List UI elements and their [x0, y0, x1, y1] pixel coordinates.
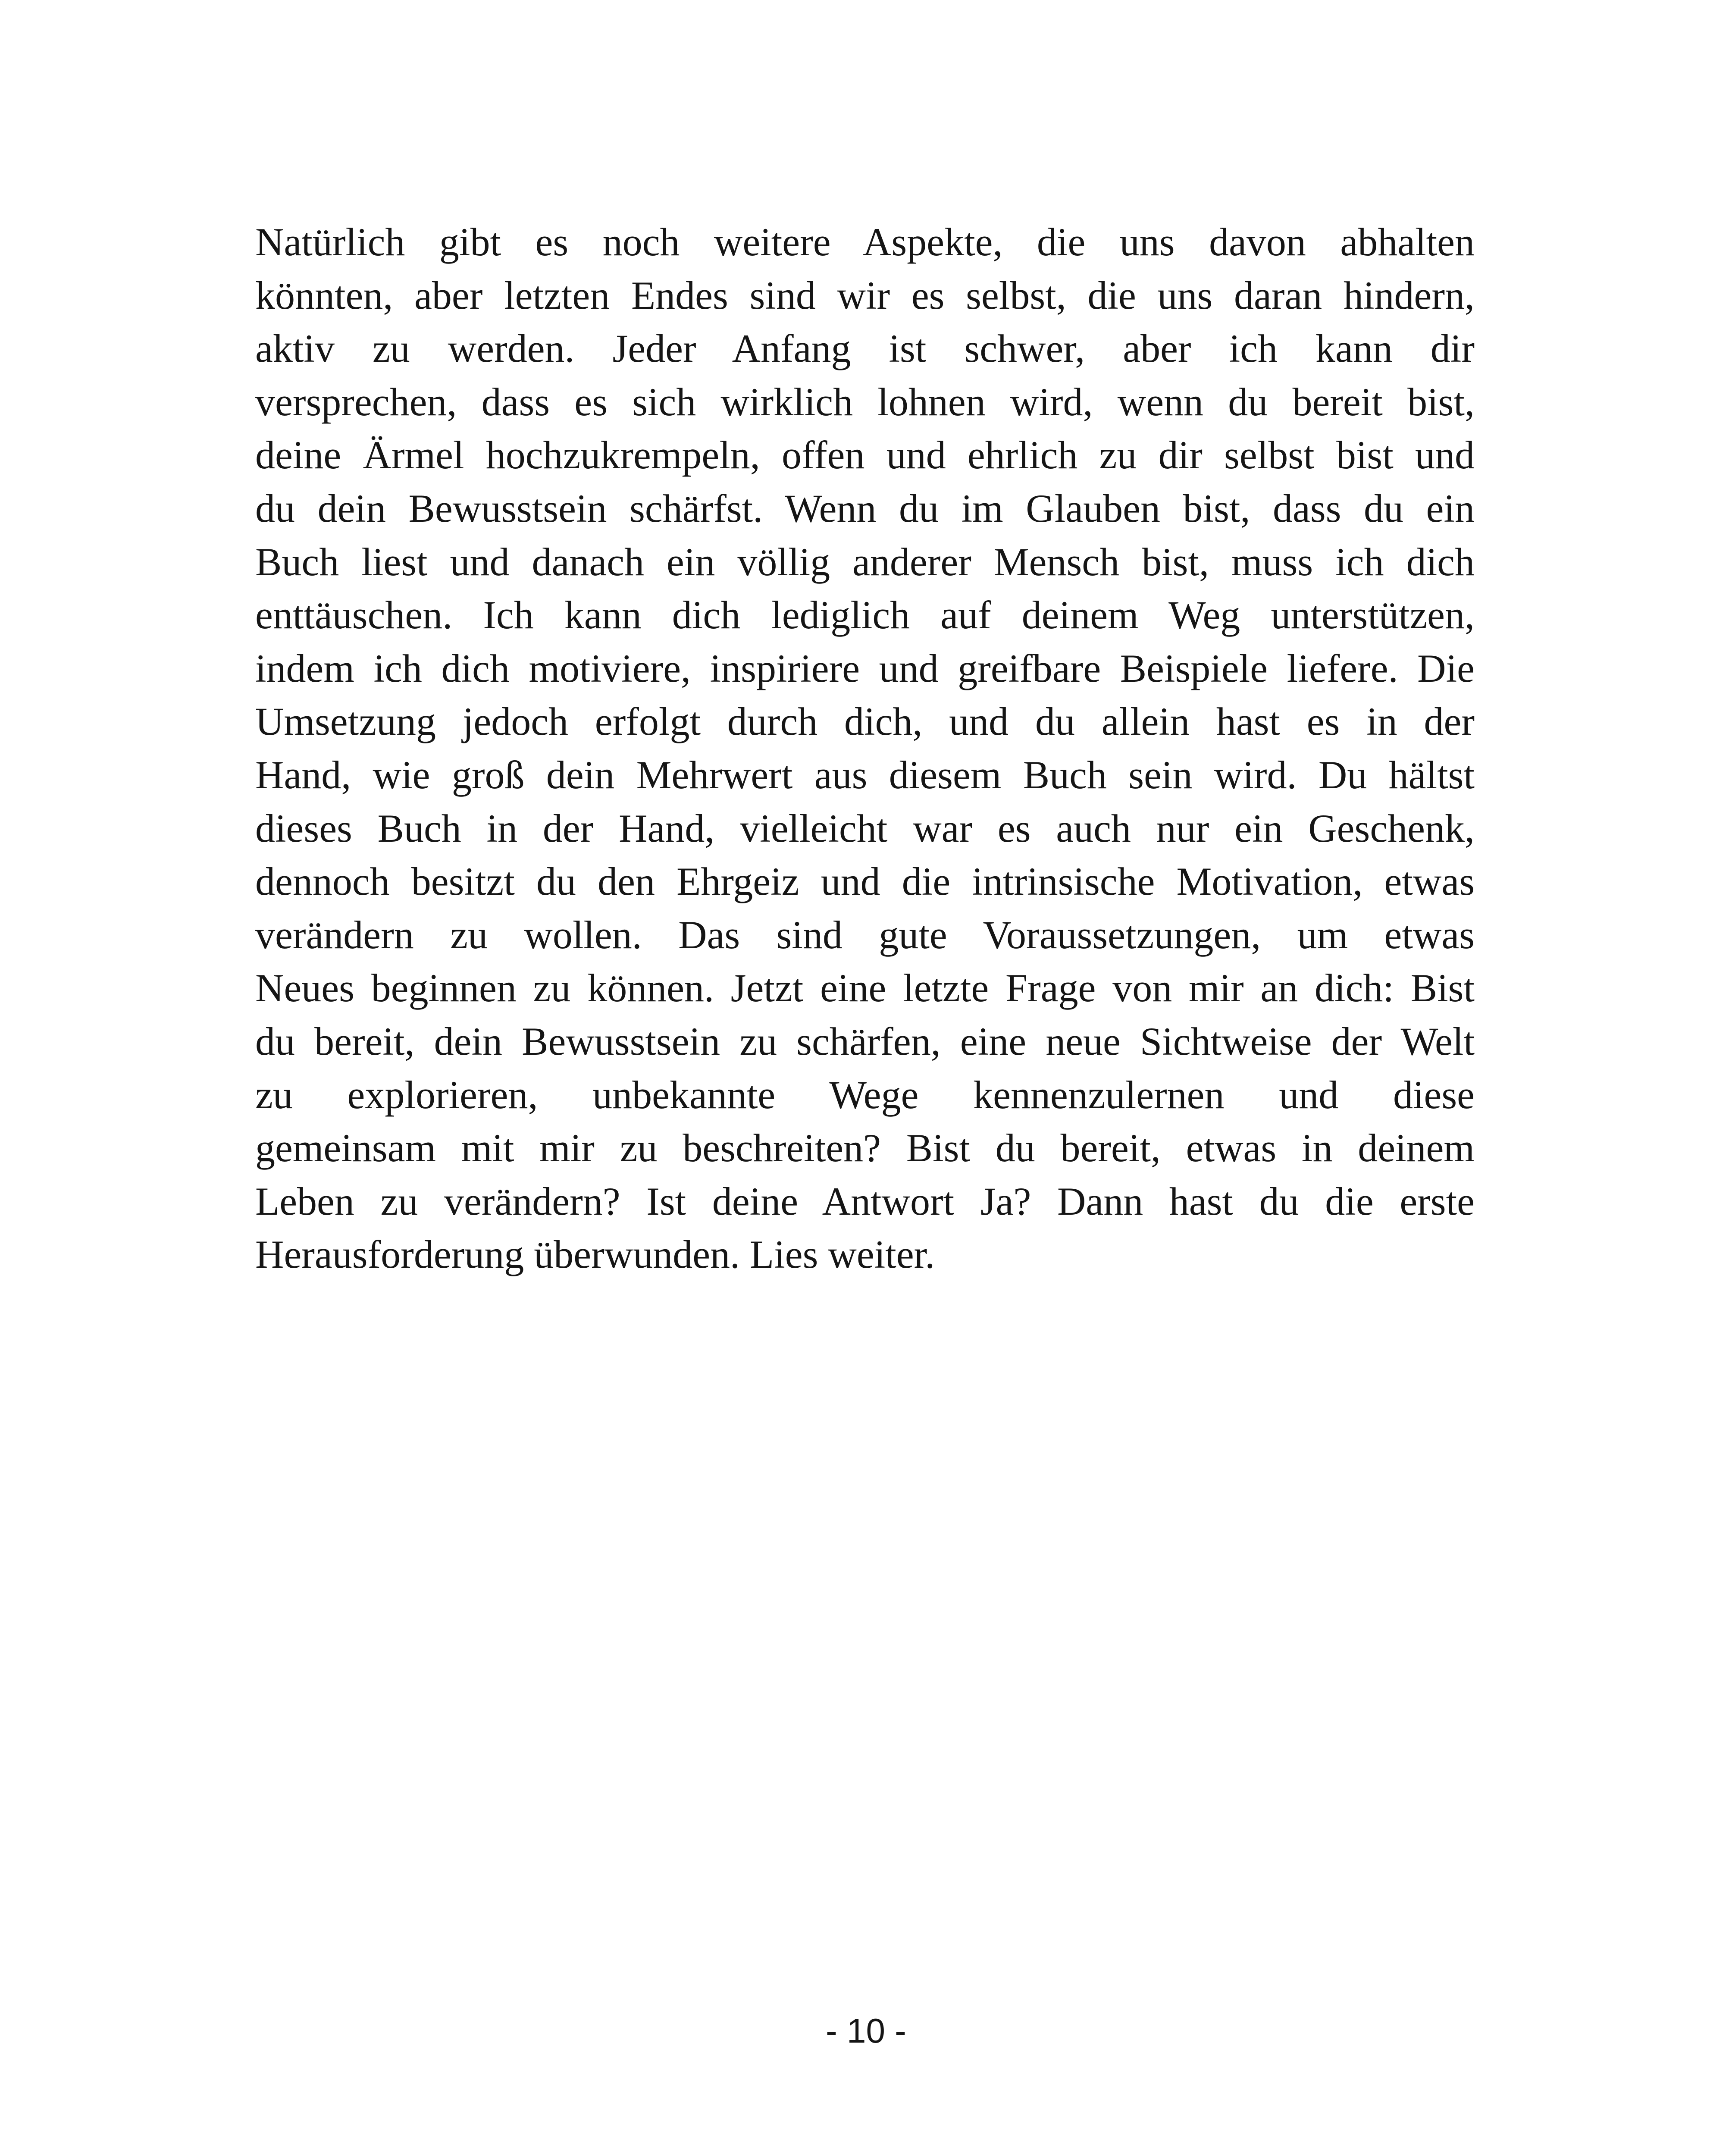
paragraph-line: aktiv zu werden. Jeder Anfang ist schwer, aber ich kann dir: [255, 326, 1475, 371]
paragraph-line: verändern zu wollen. Das sind gute Voraussetzungen, um etwas: [255, 912, 1475, 957]
paragraph-line: versprechen, dass es sich wirklich lohnen wird, wenn du bereit bist,: [255, 379, 1475, 424]
paragraph-line: du dein Bewusstsein schärfst. Wenn du im Glauben bist, dass du ein: [255, 486, 1475, 530]
paragraph-line: du bereit, dein Bewusstsein zu schärfen, eine neue Sichtweise der Welt: [255, 1019, 1475, 1063]
paragraph-line: zu explorieren, unbekannte Wege kennenzulernen und diese: [255, 1072, 1475, 1117]
paragraph-line: indem ich dich motiviere, inspiriere und greifbare Beispiele liefere. Die: [255, 646, 1475, 690]
paragraph-line: dieses Buch in der Hand, vielleicht war es auch nur ein Geschenk,: [255, 806, 1475, 850]
paragraph-line: Leben zu verändern? Ist deine Antwort Ja? Dann hast du die erste: [255, 1179, 1475, 1223]
paragraph-line: gemeinsam mit mir zu beschreiten? Bist du bereit, etwas in deinem: [255, 1126, 1475, 1170]
body-paragraph: [255, 216, 1475, 1282]
paragraph-line: dennoch besitzt du den Ehrgeiz und die intrinsische Motivation, etwas: [255, 859, 1475, 904]
paragraph-line: Umsetzung jedoch erfolgt durch dich, und du allein hast es in der: [255, 699, 1475, 744]
paragraph-line: Herausforderung überwunden. Lies weiter.: [255, 1232, 935, 1277]
paragraph-line: Hand, wie groß dein Mehrwert aus diesem Buch sein wird. Du hältst: [255, 752, 1475, 797]
paragraph-line: Neues beginnen zu können. Jetzt eine letzte Frage von mir an dich: Bist: [255, 966, 1475, 1010]
paragraph-line: Natürlich gibt es noch weitere Aspekte, die uns davon abhalten: [255, 220, 1475, 264]
paragraph-line: enttäuschen. Ich kann dich lediglich auf deinem Weg unterstützen,: [255, 593, 1475, 637]
paragraph-line: könnten, aber letzten Endes sind wir es selbst, die uns daran hindern,: [255, 273, 1475, 317]
paragraph-line: Buch liest und danach ein völlig anderer Mensch bist, muss ich dich: [255, 539, 1475, 584]
paragraph-line: deine Ärmel hochzukrempeln, offen und ehrlich zu dir selbst bist und: [255, 433, 1475, 477]
page-number: - 10 -: [826, 2012, 906, 2050]
